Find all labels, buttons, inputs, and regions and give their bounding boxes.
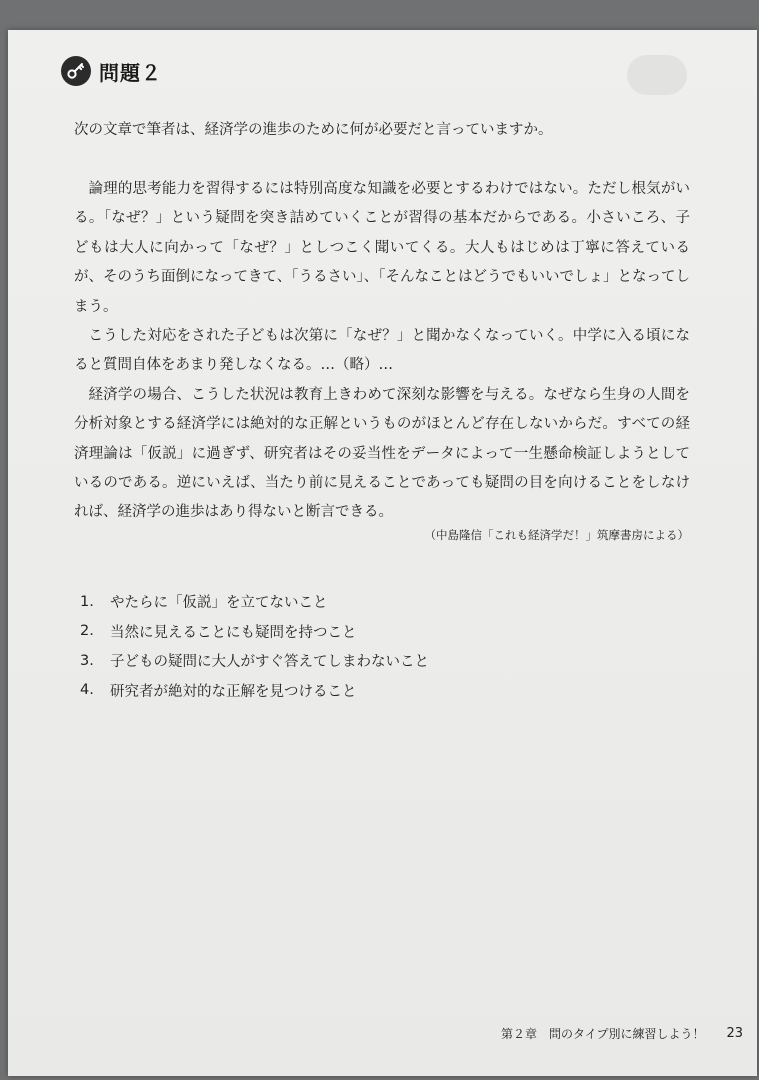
- passage-paragraph: こうした対応をされた子どもは次第に「なぜ？」と聞かなくなっていく。中学に入る頃になると質問自体をあまり発しなくなる。…（略）…: [74, 328, 690, 374]
- problem-title: 問題２: [99, 60, 162, 85]
- passage-paragraph: 経済学の場合、こうした状況は教育上きわめて深刻な影響を与える。なぜなら生身の人間を分析対象とする経済学には絶対的な正解というものがほとんど存在しないからだ。すべての経済理論は「仮説」に過ぎず、研究者はその妥当性をデータによって一生懸命検証しようとしているのである。逆にいえば、当たり前に見えることであっても疑問の目を向けることをしなければ、経済学の進歩はあり得ないと断言できる。: [74, 386, 690, 521]
- reading-passage: [74, 175, 690, 528]
- choice-item[interactable]: [80, 587, 429, 617]
- answer-choices: [80, 587, 429, 705]
- choice-text: 子どもの疑問に大人がすぐ答えてしまわないこと: [110, 654, 429, 671]
- page-footer: [501, 1025, 743, 1042]
- choice-item[interactable]: [80, 617, 429, 647]
- choice-text: やたらに「仮説」を立てないこと: [110, 595, 328, 612]
- choice-number: 2.: [80, 623, 94, 640]
- choice-item[interactable]: [80, 676, 429, 706]
- choice-text: 研究者が絶対的な正解を見つけること: [110, 683, 357, 700]
- source-citation: （中島隆信「これも経済学だ！」筑摩書房による）: [424, 528, 689, 542]
- key-icon: [61, 56, 91, 86]
- question-text: 次の文章で筆者は、経済学の進歩のために何が必要だと言っていますか。: [74, 122, 553, 138]
- bleed-through-shadow: [627, 55, 687, 95]
- choice-number: 1.: [80, 593, 94, 610]
- chapter-title: 第２章 問のタイプ別に練習しよう！: [501, 1027, 705, 1041]
- page-number: 23: [726, 1026, 743, 1041]
- choice-item[interactable]: [80, 646, 429, 676]
- problem-header: [61, 56, 162, 86]
- choice-number: 4.: [80, 682, 94, 699]
- choice-number: 3.: [80, 652, 94, 669]
- book-page: [8, 30, 757, 1076]
- choice-text: 当然に見えることにも疑問を持つこと: [110, 624, 357, 641]
- passage-paragraph: 論理的思考能力を習得するには特別高度な知識を必要とするわけではない。ただし根気がいる。「なぜ？」という疑問を突き詰めていくことが習得の基本だからである。小さいころ、子どもは大人に向かって「なぜ？」としつこく聞いてくる。大人もはじめは丁寧に答えているが、そのうち面倒になってきて、「うるさい」、「そんなことはどうでもいいでしょ」となってしまう。: [74, 181, 690, 315]
